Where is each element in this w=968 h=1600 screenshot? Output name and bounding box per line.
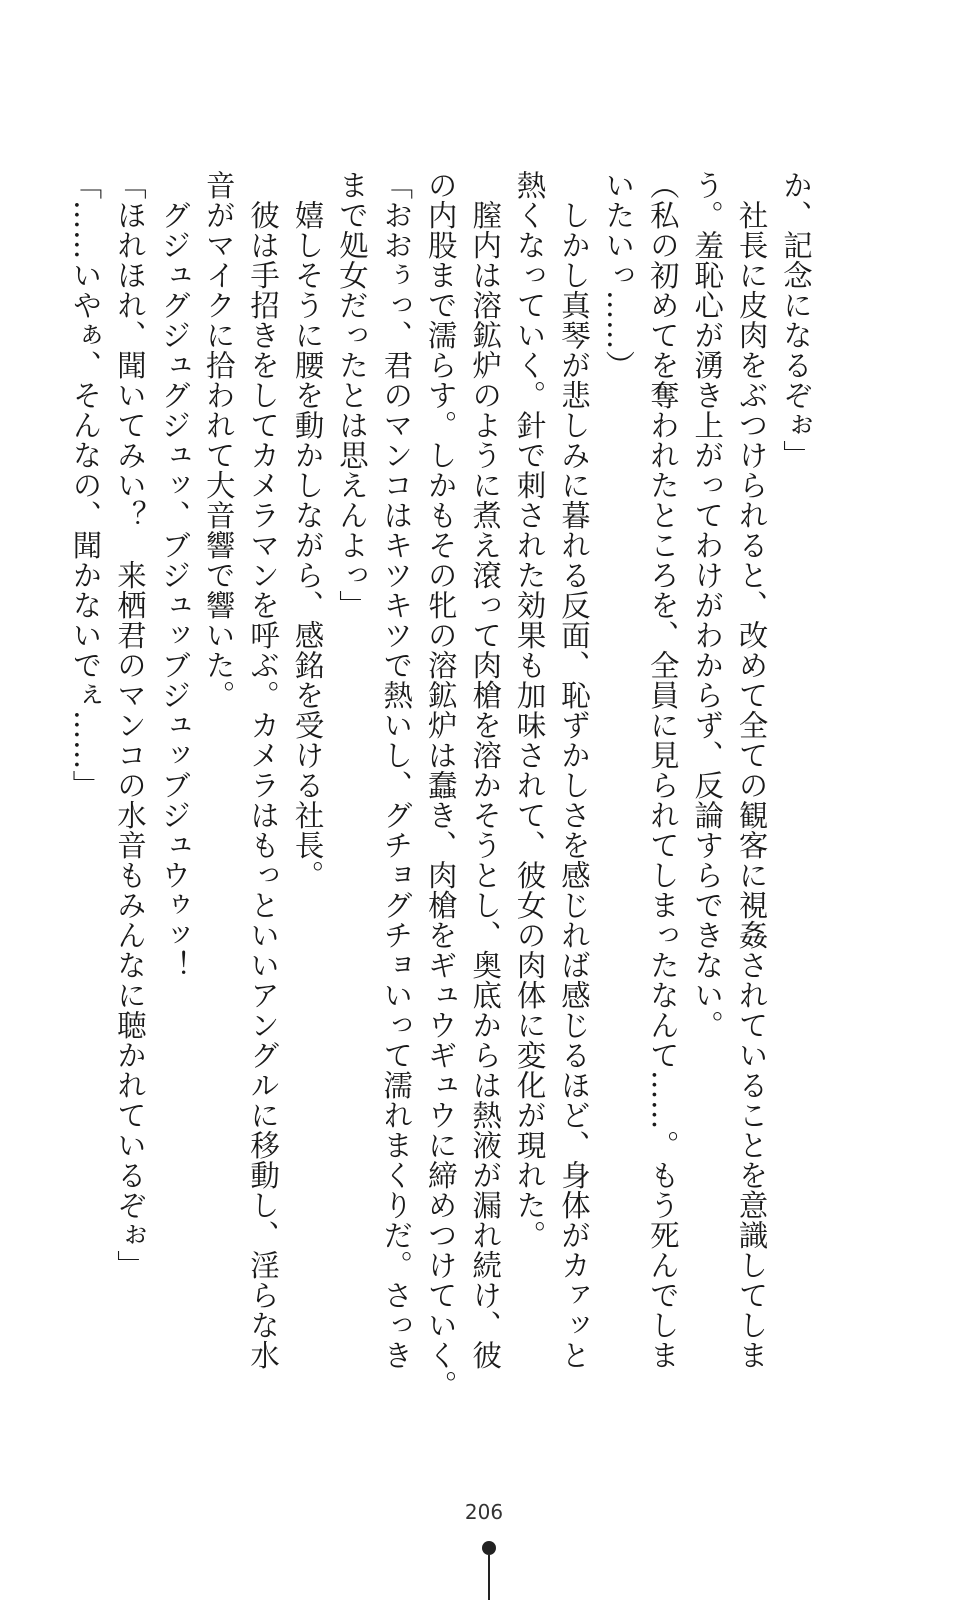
page-number: 206 (464, 1500, 504, 1524)
text-line: グジュグジュグジュッ、ブジュッブジュッブジュウゥッ！ (157, 170, 192, 980)
text-line: 音がマイクに拾われて大音響で響いた。 (201, 170, 236, 710)
page-marker-dot (482, 1541, 496, 1555)
text-line: 「おおぅっ、君のマンコはキツキツで熱いし、グチョグチョいって濡れまくりだ。さっき (379, 170, 414, 1370)
text-line: 社長に皮肉をぶつけられると、改めて全ての観客に視姦されていることを意識してしま (734, 170, 769, 1370)
text-line: の内股まで濡らす。しかもその牝の溶鉱炉は蠢き、肉槍をギュウギュウに締めつけていく。 (423, 170, 458, 1400)
text-line: いたいっ……） (601, 170, 636, 380)
text-line: しかし真琴が悲しみに暮れる反面、恥ずかしさを感じれば感じるほど、身体がカァッと (556, 170, 591, 1370)
text-line: 「……いやぁ、そんなの、聞かないでぇ……」 (68, 170, 103, 800)
text-line: 「ほれほれ、聞いてみい？ 来栖君のマンコの水音もみんなに聴かれているぞぉ」 (112, 170, 147, 1280)
text-line: 膣内は溶鉱炉のように煮え滾って肉槍を溶かそうとし、奥底からは熱液が漏れ続け、彼 (468, 170, 503, 1370)
text-line: う。羞恥心が湧き上がってわけがわからず、反論すらできない。 (690, 170, 725, 1040)
text-line: 嬉しそうに腰を動かしながら、感銘を受ける社長。 (290, 170, 325, 890)
page-marker-line (488, 1555, 490, 1600)
text-line: まで処女だったとは思えんよっ」 (334, 170, 369, 620)
text-line: 彼は手招きをしてカメラマンを呼ぶ。カメラはもっといいアングルに移動し、淫らな水 (246, 170, 281, 1370)
text-line: 熱くなっていく。針で刺された効果も加味されて、彼女の肉体に変化が現れた。 (512, 170, 547, 1250)
text-line: （私の初めてを奪われたところを、全員に見られてしまったなんて……。もう死んでしま (645, 170, 680, 1370)
body-text (63, 170, 818, 1400)
text-line: か、記念になるぞぉ」 (779, 170, 813, 470)
